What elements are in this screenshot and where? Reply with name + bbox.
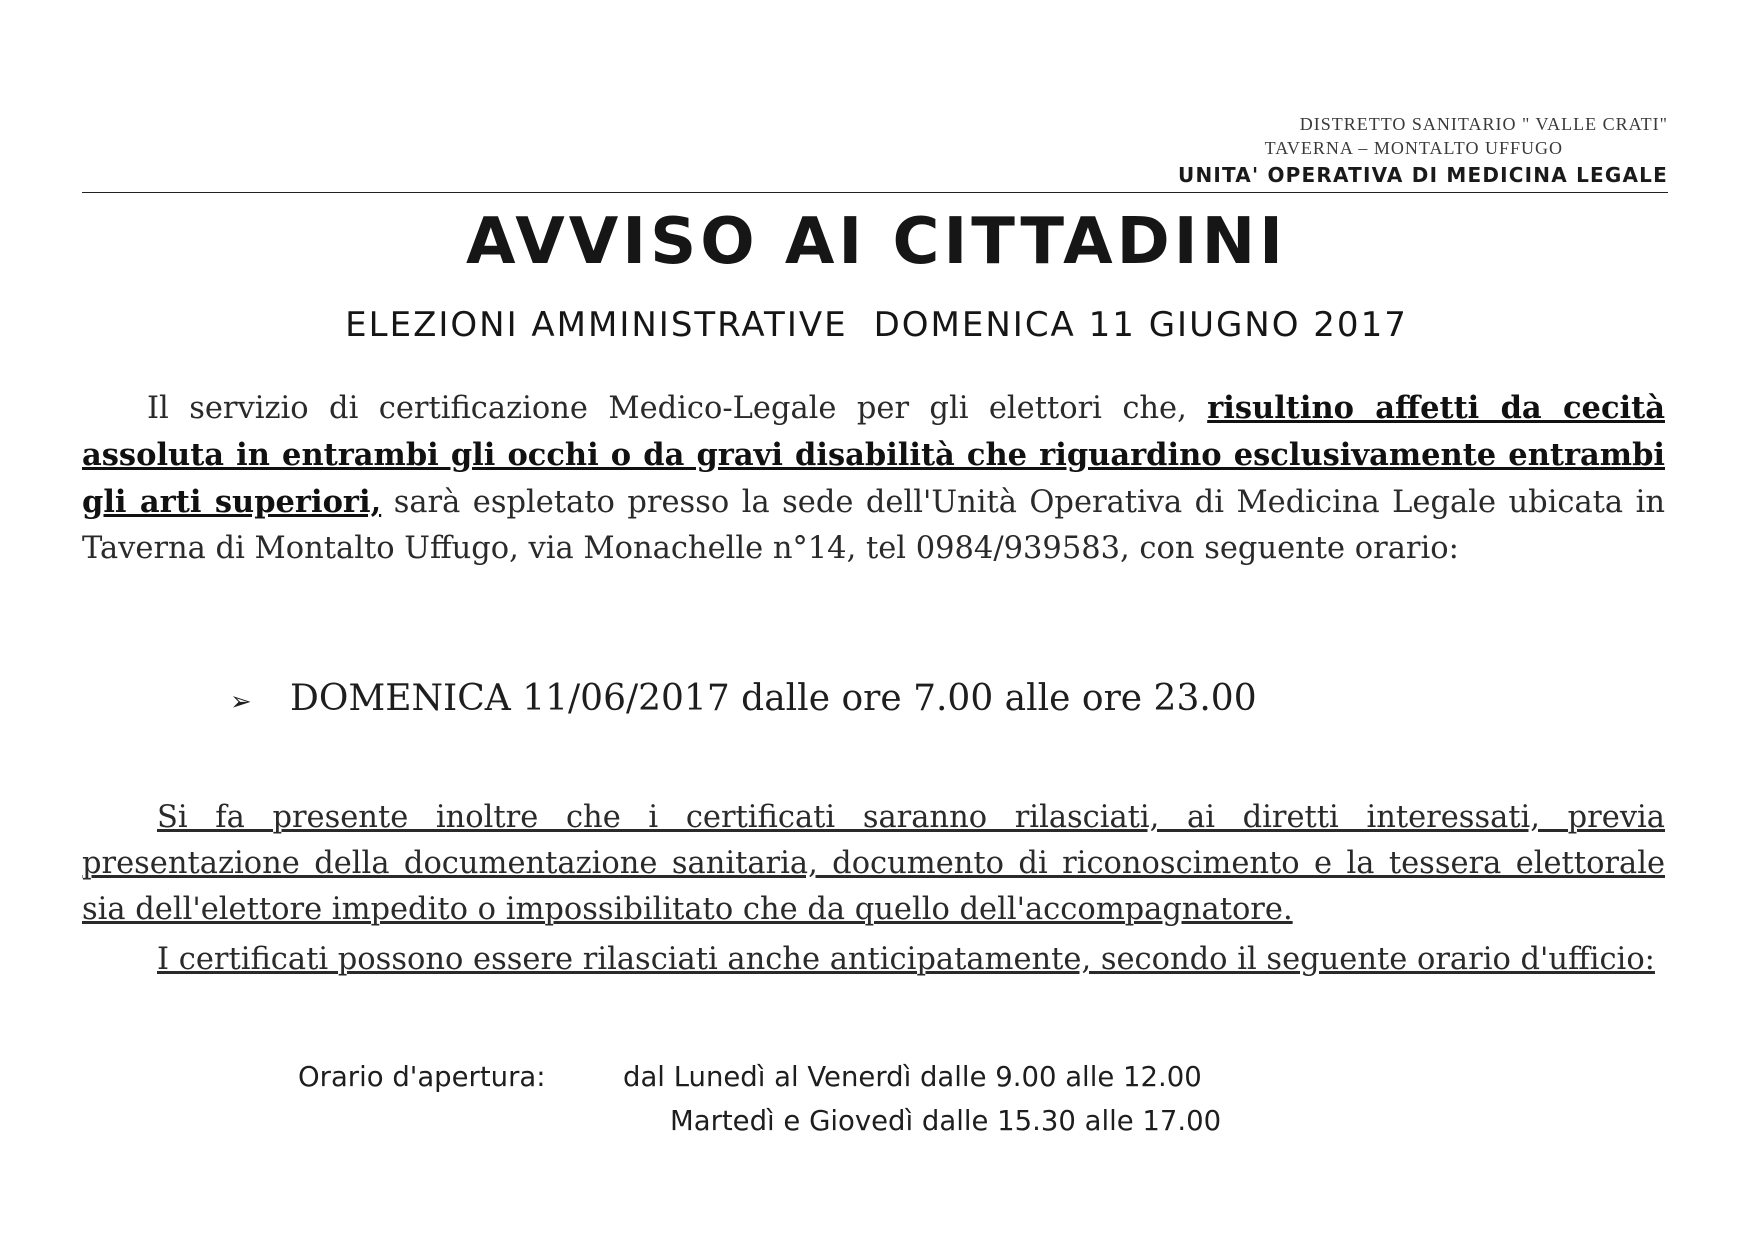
service-eligibility: risultino affetti da cecità assoluta in entrambi gli occhi o da gravi disabilità che riguardino esclusivamente entrambi gli arti superiori, [82,390,1665,520]
office-hours-row [298,1055,1221,1099]
arrow-bullet-icon: ➢ [230,687,252,717]
notice-title: AVVISO AI CITTADINI [466,205,1287,279]
office-hours-afternoons: Martedì e Giovedì dalle 15.30 alle 17.00 [670,1105,1222,1137]
subtitle-date: DOMENICA 11 GIUGNO 2017 [873,305,1408,345]
service-lead: Il servizio di certificazione Medico-Legale per gli elettori che, [147,391,1208,426]
header-location: TAVERNA – MONTALTO UFFUGO [1264,138,1563,158]
schedule-item [230,678,1257,719]
subtitle-election: ELEZIONI AMMINISTRATIVE [345,305,848,345]
header-divider [82,192,1668,193]
service-paragraph [82,385,1665,572]
notice-subtitle [0,305,1753,345]
office-hours [298,1055,1221,1143]
office-hours-label: Orario d'apertura: [298,1061,546,1093]
office-hours-row [298,1099,1221,1143]
office-hours-weekdays: dal Lunedì al Venerdì dalle 9.00 alle 12.00 [623,1061,1202,1093]
schedule-text: DOMENICA 11/06/2017 dalle ore 7.00 alle ore 23.00 [290,678,1257,719]
header-district: DISTRETTO SANITARIO " VALLE CRATI" [1299,114,1668,134]
header-unit: UNITA' OPERATIVA DI MEDICINA LEGALE [1178,163,1668,187]
advance-paragraph: I certificati possono essere rilasciati anche anticipatamente, secondo il seguente orario d'ufficio: [157,942,1655,977]
issuer-header [1178,112,1668,187]
documents-paragraph: Si fa presente inoltre che i certificati saranno rilasciati, ai diretti interessati, previa presentazione della documentazione sanitaria, documento di riconoscimento e la tessera elettorale sia dell'elettore impedito o impossibilitato che da quello dell'accompagnatore. [82,800,1665,927]
service-details: sarà espletato presso la sede dell'Unità Operativa di Medicina Legale ubicata in Taverna di Montalto Uffugo, via Monachelle n°14, tel 0984/939583, con seguente orario: [82,485,1666,566]
